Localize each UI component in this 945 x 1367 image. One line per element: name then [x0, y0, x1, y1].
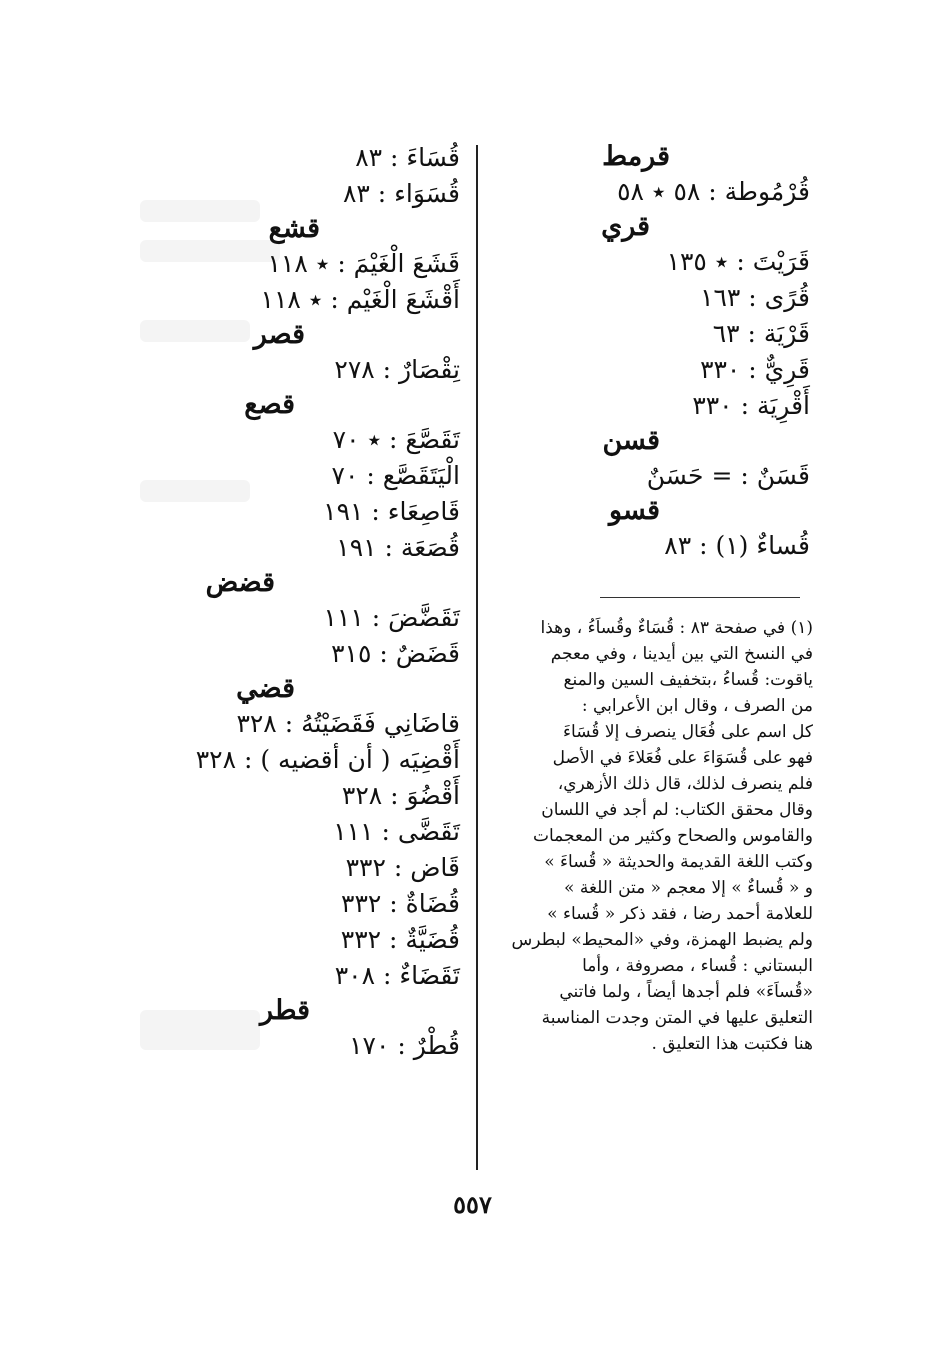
root-heading: قسن	[602, 425, 660, 456]
root-heading: قرمط	[602, 141, 670, 172]
index-entry: قُسَاءَ : ٨٣	[355, 143, 460, 172]
footnote-line: في النسخ التي بين أيدينا ، وفي معجم	[550, 644, 813, 664]
index-entry: تَقَصَّعَ : ٭ ٧٠	[332, 425, 460, 454]
index-entry: أَقْضُوَ : ٣٢٨	[341, 781, 460, 810]
index-entry: قُضَاةٌ : ٣٣٢	[341, 889, 460, 918]
index-entry: قَرَيْتَ : ٭ ١٣٥	[666, 247, 810, 276]
footnote-line: والقاموس والصحاح وكثير من المعجمات	[532, 826, 813, 846]
index-entry: الْيَتَقَصَّع : ٧٠	[331, 461, 460, 490]
footnote-line: وقال محقق الكتاب: لم أجد في اللسان	[541, 800, 813, 820]
index-entry: قَرْيَة : ٦٣	[712, 319, 810, 348]
root-heading: قطر	[260, 995, 310, 1026]
index-entry: قُساءٌ (١) : ٨٣	[664, 531, 810, 560]
index-entry: قُصَعَة : ١٩١	[336, 533, 460, 562]
index-entry: قُرًى : ١٦٣	[700, 283, 810, 312]
footnote-line: وكتب اللغة القديمة والحديثة « قُساءَ »	[544, 852, 813, 872]
index-entry: قَضَضٌ : ٣١٥	[331, 639, 460, 668]
footnote-divider	[600, 597, 800, 598]
index-entry: قَاض : ٣٣٢	[345, 853, 460, 882]
index-entry: قاضَانِي فَقَضَيْتُهُ : ٣٢٨	[236, 709, 460, 738]
index-entry: قُضَيَّةٌ : ٣٣٢	[340, 925, 460, 954]
footnote-line: التعليق عليها في المتن وجدت المناسبة	[541, 1008, 813, 1028]
page-number: ٥٥٧	[453, 1190, 492, 1219]
footnote-line: «قُساَءَ» فلم أجدها أيضاً ، ولما فاتني	[559, 982, 813, 1002]
index-entry: قَاصِعَاء : ١٩١	[323, 497, 460, 526]
footnote	[488, 615, 813, 1057]
root-heading: قصع	[244, 389, 295, 420]
footnote-line: (١) في صفحة ٨٣ : قُسَاءٌ وقُساَءُ ، وهذا	[540, 618, 813, 638]
index-entry: قُسَوَاء : ٨٣	[342, 179, 460, 208]
footnote-line: فلم ينصرف لذلك، قال ذلك الأزهري،	[557, 774, 813, 794]
footnote-line: للعلامة أحمد رضا ، فقد ذكر « قُساء »	[547, 904, 813, 924]
index-entry: تَقَضَاءٌ : ٣٠٨	[334, 961, 460, 990]
footnote-line: ياقوت: قُساءُ ،بتخفيف السين والمنع	[563, 670, 813, 690]
root-heading: قري	[601, 211, 650, 242]
index-entry: قَرِيٌّ : ٣٣٠	[700, 355, 810, 384]
root-heading: قشع	[268, 213, 320, 244]
index-entry: قَسَنٌ : = حَسَنٌ	[646, 461, 810, 490]
footnote-line: البستاني : قُساء ، مصروفة ، وأما	[582, 956, 813, 976]
index-entry: أَقْرِيَة : ٣٣٠	[692, 391, 810, 420]
footnote-line: من الصرف ، وقال ابن الأعرابي :	[581, 696, 813, 716]
index-entry: قَشَعَ الْغَيْمَ : ٭ ١١٨	[267, 249, 460, 278]
footnote-line: ولم يضبط الهمزة، وفي «المحيط» لبطرس	[511, 930, 813, 950]
root-heading: قضي	[236, 673, 295, 704]
footnote-line: كل اسم على فُعَال ينصرف إلا قُسَاءَ	[563, 722, 813, 742]
index-entry: أَقْشَعَ الْغَيْم : ٭ ١١٨	[260, 285, 460, 314]
left-index-column	[130, 140, 460, 1064]
index-entry: تِقْصَارٌ : ٢٧٨	[334, 355, 460, 384]
index-entry: تَقَضَّى : ١١١	[333, 817, 460, 846]
footnote-line: فهو على قُسَوَاءَ على فُعَلاءَ في الأصل	[552, 748, 813, 768]
footnote-line: و « قُساءٌ » إلا معجم « متن اللغة »	[564, 878, 813, 898]
index-entry: أَقْضِيَه ( أن أقضيه ) : ٣٢٨	[195, 745, 460, 774]
root-heading: قسو	[609, 495, 660, 526]
footnote-line: هنا فكتبت هذا التعليق .	[651, 1034, 813, 1054]
index-entry: تَقَضَّضَ : ١١١	[323, 603, 460, 632]
right-index-column	[490, 140, 810, 564]
index-entry: قُطْرٌ : ١٧٠	[349, 1031, 460, 1060]
column-divider	[476, 145, 478, 1170]
root-heading: قضض	[205, 567, 275, 598]
root-heading: قصر	[253, 319, 305, 350]
index-entry: قُرْمُوطة : ٥٨ ٭ ٥٨	[617, 177, 810, 206]
